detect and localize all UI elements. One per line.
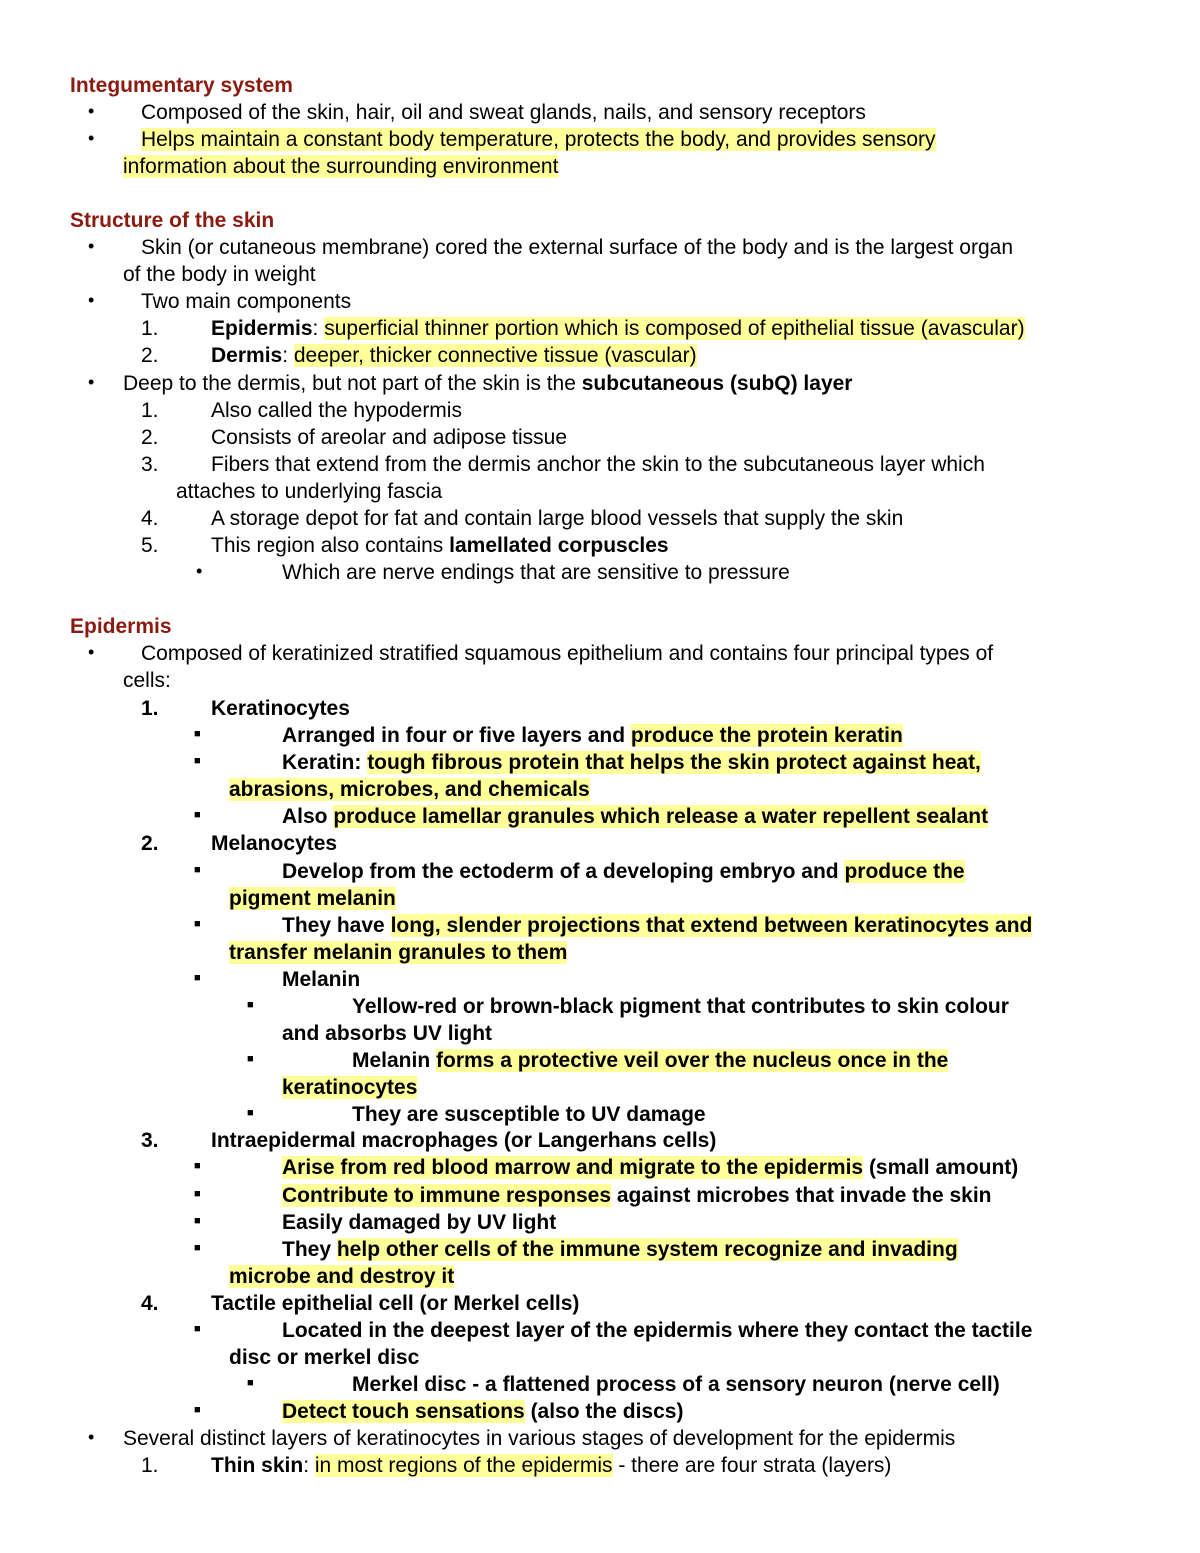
- square-bullet-icon: ■: [194, 1215, 201, 1227]
- square-bullet-icon: ■: [194, 972, 201, 984]
- text-line: Composed of the skin, hair, oil and sweat glands, nails, and sensory receptors: [141, 101, 866, 124]
- highlight: abrasions, microbes, and chemicals: [229, 778, 590, 801]
- text-line: [229, 1263, 454, 1290]
- square-bullet-icon: ■: [194, 809, 201, 821]
- text-line: cells:: [123, 669, 171, 692]
- list-number: 4.: [141, 1292, 159, 1315]
- square-bullet-icon: ■: [194, 864, 201, 876]
- text-line: A storage depot for fat and contain large blood vessels that supply the skin: [211, 507, 904, 530]
- text-line: [282, 1398, 683, 1425]
- text-line: Merkel disc - a flattened process of a sensory neuron (nerve cell): [352, 1373, 1000, 1396]
- term: Epidermis: [211, 317, 313, 340]
- text-line: of the body in weight: [123, 263, 316, 286]
- text-line: Intraepidermal macrophages (or Langerhans cells): [211, 1129, 717, 1152]
- text-line: and absorbs UV light: [282, 1022, 493, 1045]
- text-line: [229, 776, 590, 803]
- text-line: [229, 885, 396, 912]
- list-number: 2.: [141, 344, 159, 367]
- highlight: produce the: [844, 860, 965, 883]
- list-number: 1.: [141, 1454, 159, 1477]
- bullet-icon: •: [88, 372, 95, 392]
- square-bullet-icon: ■: [194, 1323, 201, 1335]
- text-line: Melanin: [282, 968, 361, 991]
- highlight: tough fibrous protein that helps the skin protect against heat,: [367, 751, 981, 774]
- text: Also: [282, 805, 334, 828]
- highlight: help other cells of the immune system recognize and invading: [336, 1238, 958, 1261]
- term: lamellated corpuscles: [449, 534, 669, 557]
- text-line: [282, 1182, 992, 1209]
- text-line: Easily damaged by UV light: [282, 1211, 557, 1234]
- list-number: 2.: [141, 832, 159, 855]
- text-line: Which are nerve endings that are sensitive to pressure: [282, 561, 790, 584]
- text-line: Tactile epithelial cell (or Merkel cells): [211, 1292, 580, 1315]
- text-line: Yellow-red or brown-black pigment that contributes to skin colour: [352, 995, 1009, 1018]
- bullet-icon: •: [88, 236, 95, 256]
- bullet-icon: •: [88, 290, 95, 310]
- colon: :: [282, 344, 294, 367]
- text-line: [282, 858, 965, 885]
- text-line: [282, 803, 988, 830]
- bullet-icon: •: [88, 128, 95, 148]
- square-bullet-icon: ■: [247, 999, 254, 1011]
- highlight: pigment melanin: [229, 887, 396, 910]
- text-line: [211, 315, 1025, 342]
- square-bullet-icon: ■: [247, 1377, 254, 1389]
- text: Develop from the ectoderm of a developing embryo and: [282, 860, 845, 883]
- text: - there are four strata (layers): [612, 1454, 892, 1477]
- text-line: They are susceptible to UV damage: [352, 1103, 706, 1126]
- highlight: produce lamellar granules which release a water repellent sealant: [333, 805, 989, 828]
- list-number: 1.: [141, 317, 159, 340]
- square-bullet-icon: ■: [247, 1053, 254, 1065]
- text-line: [282, 912, 1032, 939]
- highlight: microbe and destroy it: [229, 1265, 455, 1288]
- term: Thin skin: [211, 1454, 304, 1477]
- text-line: [211, 532, 669, 559]
- text: (small amount): [863, 1156, 1019, 1179]
- square-bullet-icon: ■: [247, 1107, 254, 1119]
- heading-epidermis: Epidermis: [70, 615, 172, 638]
- bullet-icon: •: [88, 1427, 95, 1447]
- square-bullet-icon: ■: [194, 1404, 201, 1416]
- text: (also the discs): [524, 1400, 684, 1423]
- colon: :: [312, 317, 325, 340]
- list-number: 2.: [141, 426, 159, 449]
- text-line: Melanocytes: [211, 832, 338, 855]
- highlight: Contribute to immune responses: [282, 1184, 612, 1207]
- text-line: [211, 1452, 891, 1479]
- list-number: 1.: [141, 399, 159, 422]
- term: Dermis: [211, 344, 283, 367]
- text-line: [123, 153, 558, 180]
- list-number: 3.: [141, 1129, 159, 1152]
- highlight: in most regions of the epidermis: [314, 1454, 613, 1477]
- text-line: [123, 370, 852, 397]
- text-line: disc or merkel disc: [229, 1346, 420, 1369]
- text-line: Fibers that extend from the dermis anchor the skin to the subcutaneous layer which: [211, 453, 985, 476]
- highlight: information about the surrounding environment: [123, 155, 559, 178]
- text-line: attaches to underlying fascia: [176, 480, 443, 503]
- square-bullet-icon: ■: [194, 1160, 201, 1172]
- highlight: deeper, thicker connective tissue (vascular): [293, 344, 697, 367]
- list-number: 4.: [141, 507, 159, 530]
- text-line: [211, 342, 697, 369]
- square-bullet-icon: ■: [194, 1188, 201, 1200]
- highlight: Arise from red blood marrow and migrate to the epidermis: [282, 1156, 864, 1179]
- highlight: Detect touch sensations: [282, 1400, 525, 1423]
- text-line: Skin (or cutaneous membrane) cored the external surface of the body and is the largest organ: [141, 236, 1013, 259]
- list-number: 3.: [141, 453, 159, 476]
- list-number: 1.: [141, 697, 159, 720]
- highlight: long, slender projections that extend between keratinocytes and: [390, 914, 1033, 937]
- text: Deep to the dermis, but not part of the skin is the: [123, 372, 582, 395]
- text-line: [282, 749, 981, 776]
- text-line: [141, 126, 936, 153]
- square-bullet-icon: ■: [194, 728, 201, 740]
- highlight: forms a protective veil over the nucleus once in the: [436, 1049, 949, 1072]
- square-bullet-icon: ■: [194, 755, 201, 767]
- colon: :: [303, 1454, 315, 1477]
- text-line: Also called the hypodermis: [211, 399, 462, 422]
- heading-structure: Structure of the skin: [70, 209, 275, 232]
- text-line: [282, 1236, 958, 1263]
- text-line: Consists of areolar and adipose tissue: [211, 426, 568, 449]
- highlight: keratinocytes: [282, 1076, 418, 1099]
- text: against microbes that invade the skin: [611, 1184, 992, 1207]
- list-number: 5.: [141, 534, 159, 557]
- text-line: [229, 939, 567, 966]
- text-line: [282, 1154, 1018, 1181]
- square-bullet-icon: ■: [194, 918, 201, 930]
- heading-integumentary: Integumentary system: [70, 74, 293, 97]
- text-line: Composed of keratinized stratified squamous epithelium and contains four principal types of: [141, 642, 994, 665]
- text: They have: [282, 914, 391, 937]
- text-line: [282, 1074, 417, 1101]
- bullet-icon: •: [88, 101, 95, 121]
- text-line: Keratinocytes: [211, 697, 350, 720]
- text: Keratin:: [282, 751, 368, 774]
- highlight: transfer melanin granules to them: [229, 941, 568, 964]
- text: Melanin: [352, 1049, 437, 1072]
- text-line: Located in the deepest layer of the epidermis where they contact the tactile: [282, 1319, 1033, 1342]
- highlight: Helps maintain a constant body temperature, protects the body, and provides sensory: [141, 128, 936, 151]
- text-line: [282, 722, 903, 749]
- bullet-icon: •: [88, 642, 95, 662]
- text: This region also contains: [211, 534, 450, 557]
- highlight: produce the protein keratin: [630, 724, 903, 747]
- text: Arranged in four or five layers and: [282, 724, 631, 747]
- highlight: superficial thinner portion which is composed of epithelial tissue (avascular): [324, 317, 1025, 340]
- text: They: [282, 1238, 337, 1261]
- text-line: [352, 1047, 948, 1074]
- bullet-icon: •: [196, 561, 203, 581]
- square-bullet-icon: ■: [194, 1242, 201, 1254]
- text-line: Two main components: [141, 290, 352, 313]
- term: subcutaneous (subQ) layer: [581, 372, 853, 395]
- text-line: Several distinct layers of keratinocytes in various stages of development for the epidermis: [123, 1427, 956, 1450]
